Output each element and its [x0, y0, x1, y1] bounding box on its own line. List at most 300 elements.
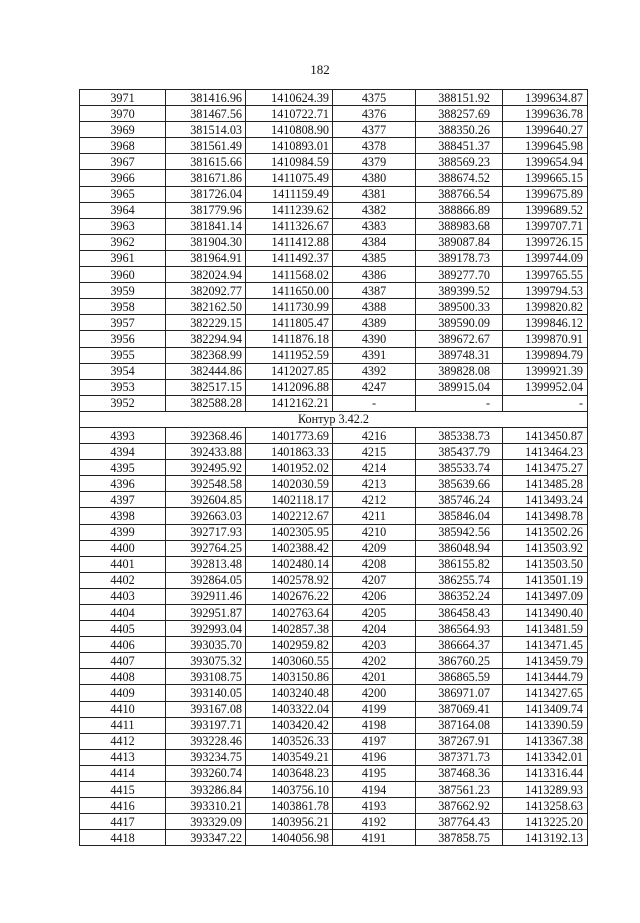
table-row [80, 363, 588, 379]
table-cell: 4214 [333, 460, 416, 476]
table-cell: 387662.92 [416, 798, 503, 814]
table-cell: 392495.92 [166, 460, 246, 476]
table-cell: 4395 [80, 460, 166, 476]
table-cell: 1411876.18 [246, 331, 333, 347]
table-cell: 1413464.23 [503, 444, 588, 460]
table-row [80, 331, 588, 347]
table-row [80, 605, 588, 621]
table-cell: 4194 [333, 782, 416, 798]
table-cell: 1403150.86 [246, 669, 333, 685]
table-cell: 1411326.67 [246, 218, 333, 234]
table-row [80, 492, 588, 508]
table-cell: 4392 [333, 363, 416, 379]
table-row [80, 508, 588, 524]
table-cell: 381514.03 [166, 122, 246, 138]
table-cell: 1411412.88 [246, 234, 333, 250]
table-row [80, 315, 588, 331]
table-cell: 1401952.02 [246, 460, 333, 476]
table-cell: 387267.91 [416, 733, 503, 749]
table-row [80, 154, 588, 170]
table-cell: 4387 [333, 283, 416, 299]
table-cell: 4377 [333, 122, 416, 138]
section-title: Контур 3.42.2 [80, 411, 588, 427]
table-row [80, 250, 588, 266]
table-row [80, 347, 588, 363]
table-cell: 3968 [80, 138, 166, 154]
section-header-body [80, 411, 588, 427]
table-cell: 386865.59 [416, 669, 503, 685]
table-cell: 1399675.89 [503, 186, 588, 202]
table-cell: 1402857.38 [246, 621, 333, 637]
table-cell: 1402388.42 [246, 540, 333, 556]
table-cell: 1413258.63 [503, 798, 588, 814]
table-cell: 392993.04 [166, 621, 246, 637]
table-cell: 386048.94 [416, 540, 503, 556]
table-cell: 392548.58 [166, 476, 246, 492]
table-row [80, 814, 588, 830]
table-cell: 1403756.10 [246, 782, 333, 798]
table-cell: 4399 [80, 524, 166, 540]
table-cell: 4384 [333, 234, 416, 250]
table-cell: 1413289.93 [503, 782, 588, 798]
table-cell: 382444.86 [166, 363, 246, 379]
table-cell: 3961 [80, 250, 166, 266]
table-cell: 4247 [333, 379, 416, 395]
table-cell: 385746.24 [416, 492, 503, 508]
table-cell: 3966 [80, 170, 166, 186]
table-row [80, 653, 588, 669]
table-row [80, 782, 588, 798]
table-cell: 1403526.33 [246, 733, 333, 749]
table-cell: 389500.33 [416, 299, 503, 315]
table-row [80, 749, 588, 765]
table-row [80, 669, 588, 685]
table-cell: 1410722.71 [246, 106, 333, 122]
table-row [80, 186, 588, 202]
table-cell: 1399870.91 [503, 331, 588, 347]
table-cell: 388674.52 [416, 170, 503, 186]
table-cell: 4206 [333, 588, 416, 604]
table-cell: 381615.66 [166, 154, 246, 170]
table-cell: 1402305.95 [246, 524, 333, 540]
table-row [80, 830, 588, 846]
table-cell: 392911.46 [166, 588, 246, 604]
table-cell: 1402480.14 [246, 556, 333, 572]
table-row [80, 106, 588, 122]
table-cell: 1411568.02 [246, 267, 333, 283]
table-cell: 1399634.87 [503, 90, 588, 106]
table-cell: - [503, 395, 588, 411]
table-cell: 4409 [80, 685, 166, 701]
table-row [80, 540, 588, 556]
table-cell: 4379 [333, 154, 416, 170]
table-cell: 3954 [80, 363, 166, 379]
table-cell: 4417 [80, 814, 166, 830]
table-cell: 392604.85 [166, 492, 246, 508]
table-cell: 1399744.09 [503, 250, 588, 266]
table-row [80, 444, 588, 460]
table-cell: 1412027.85 [246, 363, 333, 379]
table-cell: 4192 [333, 814, 416, 830]
table-cell: 3965 [80, 186, 166, 202]
table-cell: 1413450.87 [503, 427, 588, 443]
table-row [80, 267, 588, 283]
table-row [80, 685, 588, 701]
table-cell: 381841.14 [166, 218, 246, 234]
table-cell: 389399.52 [416, 283, 503, 299]
table-cell: 4216 [333, 427, 416, 443]
table-cell: 386352.24 [416, 588, 503, 604]
table-cell: 4388 [333, 299, 416, 315]
table-cell: 388350.26 [416, 122, 503, 138]
table-cell: 392764.25 [166, 540, 246, 556]
table-cell: 1411159.49 [246, 186, 333, 202]
table-cell: 1399645.98 [503, 138, 588, 154]
table-body-after-section [80, 427, 588, 845]
table-cell: 393108.75 [166, 669, 246, 685]
table-cell: 388451.37 [416, 138, 503, 154]
table-cell: 4381 [333, 186, 416, 202]
table-cell: 386155.82 [416, 556, 503, 572]
table-cell: 4402 [80, 572, 166, 588]
table-cell: 389590.09 [416, 315, 503, 331]
table-cell: 1399707.71 [503, 218, 588, 234]
table-cell: 4203 [333, 637, 416, 653]
table-cell: 4200 [333, 685, 416, 701]
table-cell: 4375 [333, 90, 416, 106]
table-cell: 386971.07 [416, 685, 503, 701]
table-cell: 1412162.21 [246, 395, 333, 411]
table-cell: 1399665.15 [503, 170, 588, 186]
table-row [80, 379, 588, 395]
table-row [80, 218, 588, 234]
table-cell: 1401773.69 [246, 427, 333, 443]
table-cell: 4385 [333, 250, 416, 266]
table-cell: 1403060.55 [246, 653, 333, 669]
table-cell: 1410808.90 [246, 122, 333, 138]
table-cell: 393197.71 [166, 717, 246, 733]
table-cell: 1403648.23 [246, 765, 333, 781]
table-row [80, 460, 588, 476]
table-cell: 3967 [80, 154, 166, 170]
table-cell: 392663.03 [166, 508, 246, 524]
table-cell: 4404 [80, 605, 166, 621]
table-cell: 1413459.79 [503, 653, 588, 669]
table-cell: 4195 [333, 765, 416, 781]
table-row [80, 588, 588, 604]
table-cell: 393347.22 [166, 830, 246, 846]
table-cell: 4204 [333, 621, 416, 637]
table-cell: 1411239.62 [246, 202, 333, 218]
table-cell: 1402118.17 [246, 492, 333, 508]
table-cell: 1402578.92 [246, 572, 333, 588]
table-row [80, 524, 588, 540]
table-cell: 388151.92 [416, 90, 503, 106]
table-row [80, 476, 588, 492]
table-cell: 1411805.47 [246, 315, 333, 331]
table-cell: 4413 [80, 749, 166, 765]
table-row [80, 170, 588, 186]
table-cell: 388983.68 [416, 218, 503, 234]
table-cell: 381904.30 [166, 234, 246, 250]
table-cell: 389828.08 [416, 363, 503, 379]
table-row [80, 283, 588, 299]
table-cell: 393228.46 [166, 733, 246, 749]
table-cell: 4390 [333, 331, 416, 347]
table-cell: 1399726.15 [503, 234, 588, 250]
table-cell: 4382 [333, 202, 416, 218]
table-cell: 387764.43 [416, 814, 503, 830]
table-cell: 1413485.28 [503, 476, 588, 492]
table-cell: 1413342.01 [503, 749, 588, 765]
table-row [80, 765, 588, 781]
table-cell: 386664.37 [416, 637, 503, 653]
table-cell: - [416, 395, 503, 411]
table-cell: 388866.89 [416, 202, 503, 218]
table-cell: 1413493.24 [503, 492, 588, 508]
table-cell: 4191 [333, 830, 416, 846]
table-cell: 4201 [333, 669, 416, 685]
table-cell: 1412096.88 [246, 379, 333, 395]
table-cell: 1413502.26 [503, 524, 588, 540]
table-cell: 1411075.49 [246, 170, 333, 186]
table-cell: 1403861.78 [246, 798, 333, 814]
table-cell: 1413192.13 [503, 830, 588, 846]
table-cell: 1413501.19 [503, 572, 588, 588]
table-cell: 1413471.45 [503, 637, 588, 653]
table-cell: 4410 [80, 701, 166, 717]
table-cell: 388569.23 [416, 154, 503, 170]
table-cell: 3957 [80, 315, 166, 331]
table-cell: 1413444.79 [503, 669, 588, 685]
table-cell: 4397 [80, 492, 166, 508]
table-cell: 1413225.20 [503, 814, 588, 830]
table-cell: 4398 [80, 508, 166, 524]
table-cell: 3953 [80, 379, 166, 395]
table-cell: 393140.05 [166, 685, 246, 701]
table-cell: 381561.49 [166, 138, 246, 154]
table-cell: 4212 [333, 492, 416, 508]
table-cell: 4383 [333, 218, 416, 234]
table-cell: 393286.84 [166, 782, 246, 798]
table-cell: 3955 [80, 347, 166, 363]
table-cell: 1411650.00 [246, 283, 333, 299]
table-cell: 386760.25 [416, 653, 503, 669]
table-cell: 1410893.01 [246, 138, 333, 154]
table-cell: 4207 [333, 572, 416, 588]
table-cell: 1399636.78 [503, 106, 588, 122]
table-cell: - [333, 395, 416, 411]
table-cell: 1404056.98 [246, 830, 333, 846]
table-cell: 392717.93 [166, 524, 246, 540]
table-cell: 386564.93 [416, 621, 503, 637]
table-cell: 1399894.79 [503, 347, 588, 363]
table-cell: 4393 [80, 427, 166, 443]
table-cell: 389748.31 [416, 347, 503, 363]
table-cell: 1399794.53 [503, 283, 588, 299]
table-cell: 387561.23 [416, 782, 503, 798]
table-row [80, 90, 588, 106]
table-row [80, 572, 588, 588]
table-cell: 1411730.99 [246, 299, 333, 315]
table-cell: 4209 [333, 540, 416, 556]
table-cell: 393329.09 [166, 814, 246, 830]
table-cell: 1413503.50 [503, 556, 588, 572]
table-row [80, 701, 588, 717]
table-row [80, 138, 588, 154]
table-cell: 4391 [333, 347, 416, 363]
table-cell: 1413475.27 [503, 460, 588, 476]
table-cell: 1403549.21 [246, 749, 333, 765]
table-cell: 387468.36 [416, 765, 503, 781]
table-cell: 4205 [333, 605, 416, 621]
table-cell: 1413498.78 [503, 508, 588, 524]
table-cell: 381416.96 [166, 90, 246, 106]
table-cell: 4193 [333, 798, 416, 814]
table-cell: 385437.79 [416, 444, 503, 460]
table-cell: 4415 [80, 782, 166, 798]
table-cell: 1402030.59 [246, 476, 333, 492]
table-cell: 1413481.59 [503, 621, 588, 637]
table-cell: 389672.67 [416, 331, 503, 347]
table-cell: 4208 [333, 556, 416, 572]
table-cell: 386255.74 [416, 572, 503, 588]
table-cell: 4411 [80, 717, 166, 733]
table-row [80, 733, 588, 749]
table-cell: 3958 [80, 299, 166, 315]
table-cell: 1402763.64 [246, 605, 333, 621]
table-row [80, 798, 588, 814]
table-cell: 392368.46 [166, 427, 246, 443]
table-cell: 1403956.21 [246, 814, 333, 830]
table-cell: 1413390.59 [503, 717, 588, 733]
table-cell: 1410624.39 [246, 90, 333, 106]
table-cell: 1410984.59 [246, 154, 333, 170]
table-cell: 1402212.67 [246, 508, 333, 524]
table-cell: 4394 [80, 444, 166, 460]
table-cell: 1402959.82 [246, 637, 333, 653]
table-cell: 1413490.40 [503, 605, 588, 621]
table-cell: 3959 [80, 283, 166, 299]
table-cell: 3964 [80, 202, 166, 218]
table-cell: 4418 [80, 830, 166, 846]
table-cell: 3956 [80, 331, 166, 347]
table-cell: 4403 [80, 588, 166, 604]
table-cell: 4400 [80, 540, 166, 556]
table-row [80, 234, 588, 250]
table-cell: 3970 [80, 106, 166, 122]
table-cell: 389915.04 [416, 379, 503, 395]
table-cell: 382368.99 [166, 347, 246, 363]
table-row [80, 621, 588, 637]
table-cell: 4378 [333, 138, 416, 154]
table-cell: 393167.08 [166, 701, 246, 717]
table-cell: 385338.73 [416, 427, 503, 443]
table-cell: 1413367.38 [503, 733, 588, 749]
table-cell: 1403322.04 [246, 701, 333, 717]
table-cell: 385533.74 [416, 460, 503, 476]
table-cell: 1399846.12 [503, 315, 588, 331]
table-cell: 381726.04 [166, 186, 246, 202]
table-cell: 381779.96 [166, 202, 246, 218]
table-cell: 387858.75 [416, 830, 503, 846]
table-cell: 387371.73 [416, 749, 503, 765]
table-cell: 1413409.74 [503, 701, 588, 717]
table-cell: 388257.69 [416, 106, 503, 122]
table-cell: 382092.77 [166, 283, 246, 299]
table-cell: 393260.74 [166, 765, 246, 781]
table-cell: 1413497.09 [503, 588, 588, 604]
table-row [80, 717, 588, 733]
table-cell: 382229.15 [166, 315, 246, 331]
table-cell: 3969 [80, 122, 166, 138]
table-cell: 4213 [333, 476, 416, 492]
table-cell: 4396 [80, 476, 166, 492]
table-cell: 1399640.27 [503, 122, 588, 138]
table-cell: 382024.94 [166, 267, 246, 283]
table-cell: 392433.88 [166, 444, 246, 460]
table-cell: 4401 [80, 556, 166, 572]
table-row [80, 122, 588, 138]
table-row [80, 637, 588, 653]
table-cell: 389178.73 [416, 250, 503, 266]
table-cell: 1399765.55 [503, 267, 588, 283]
table-cell: 385639.66 [416, 476, 503, 492]
table-cell: 4215 [333, 444, 416, 460]
table-cell: 3971 [80, 90, 166, 106]
table-cell: 1399654.94 [503, 154, 588, 170]
table-cell: 4380 [333, 170, 416, 186]
table-cell: 4210 [333, 524, 416, 540]
table-cell: 382588.28 [166, 395, 246, 411]
table-cell: 386458.43 [416, 605, 503, 621]
section-header-row [80, 411, 588, 427]
table-cell: 1399689.52 [503, 202, 588, 218]
table-cell: 4386 [333, 267, 416, 283]
table-cell: 382162.50 [166, 299, 246, 315]
table-cell: 1402676.22 [246, 588, 333, 604]
table-cell: 1413503.92 [503, 540, 588, 556]
table-cell: 389087.84 [416, 234, 503, 250]
table-row [80, 556, 588, 572]
table-cell: 389277.70 [416, 267, 503, 283]
table-row [80, 427, 588, 443]
table-cell: 1411952.59 [246, 347, 333, 363]
page-number: 182 [310, 62, 330, 77]
table-cell: 1403420.42 [246, 717, 333, 733]
table-cell: 4407 [80, 653, 166, 669]
table-cell: 1413427.65 [503, 685, 588, 701]
table-cell: 4211 [333, 508, 416, 524]
table-cell: 385942.56 [416, 524, 503, 540]
table-row [80, 202, 588, 218]
table-cell: 393234.75 [166, 749, 246, 765]
table-cell: 381467.56 [166, 106, 246, 122]
table-cell: 1399921.39 [503, 363, 588, 379]
table-cell: 4197 [333, 733, 416, 749]
table-cell: 388766.54 [416, 186, 503, 202]
table-cell: 393075.32 [166, 653, 246, 669]
table-row [80, 395, 588, 411]
table-cell: 1403240.48 [246, 685, 333, 701]
table-cell: 1399820.82 [503, 299, 588, 315]
table-cell: 381671.86 [166, 170, 246, 186]
table-cell: 382517.15 [166, 379, 246, 395]
table-cell: 4196 [333, 749, 416, 765]
table-cell: 1411492.37 [246, 250, 333, 266]
table-cell: 381964.91 [166, 250, 246, 266]
table-cell: 4199 [333, 701, 416, 717]
